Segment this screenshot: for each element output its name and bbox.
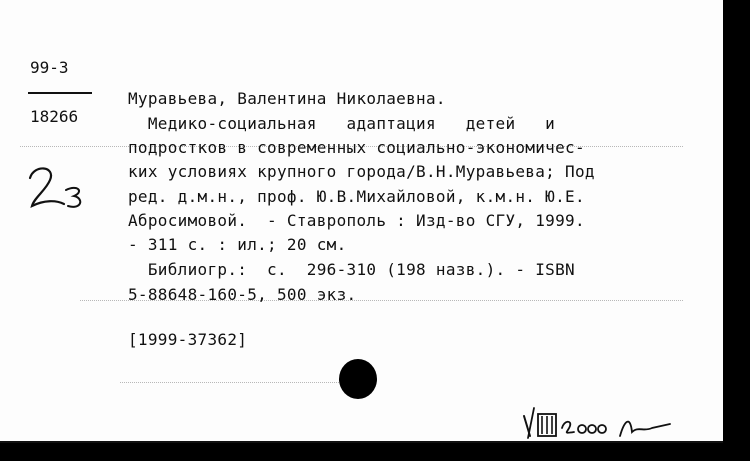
punch-hole [339, 359, 377, 399]
responsibility-line: ред. д.м.н., проф. Ю.В.Михайловой, к.м.н. Ю.Е. [128, 187, 585, 206]
accession-number: [1999-37362] [128, 330, 248, 349]
title-line: ких условиях крупного города/В.Н.Муравьева; Под [128, 162, 595, 181]
bibliography-note: Библиогр.: с. 296-310 (198 назв.). - ISBN [128, 260, 575, 279]
call-number-divider [28, 92, 92, 94]
call-number-top: 99-3 [30, 58, 69, 77]
scan-speckle [120, 382, 343, 384]
isbn-line: 5-88648-160-5, 500 экз. [128, 285, 357, 304]
call-number-bottom: 18266 [30, 107, 79, 126]
title-line: Медико-социальная адаптация детей и [128, 114, 556, 133]
author-heading: Муравьева, Валентина Николаевна. [128, 89, 446, 108]
collation-line: - 311 с. : ил.; 20 см. [128, 235, 347, 254]
imprint-line: Абросимовой. - Ставрополь : Изд-во СГУ, 1999. [128, 211, 585, 230]
title-line: подростков в современных социально-экономичес- [128, 138, 585, 157]
